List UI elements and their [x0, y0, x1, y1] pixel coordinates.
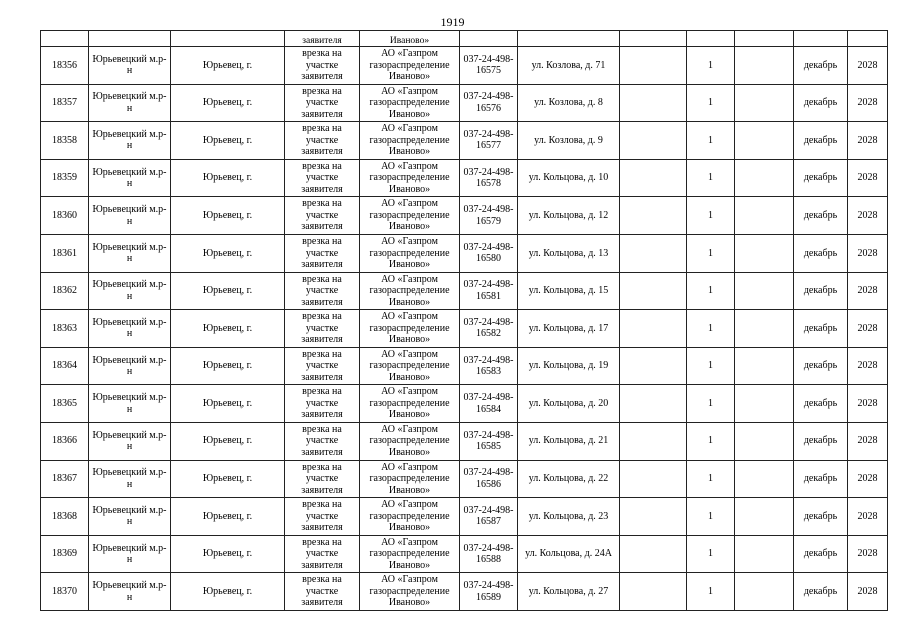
address-cell: ул. Кольцова, д. 22: [518, 460, 620, 498]
code-cell: 037-24-498-16582: [460, 310, 518, 348]
table-row: [41, 197, 888, 235]
quantity-cell: 1: [687, 535, 735, 573]
month-cell: декабрь: [794, 422, 848, 460]
address-cell: ул. Кольцова, д. 21: [518, 422, 620, 460]
month-cell: декабрь: [794, 535, 848, 573]
operator-cell: АО «Газпром газораспределение Иваново»: [360, 347, 460, 385]
method-cell: врезка на участке заявителя: [285, 234, 360, 272]
district-cell: Юрьевецкий м.р-н: [89, 573, 171, 611]
operator-cell: АО «Газпром газораспределение Иваново»: [360, 84, 460, 122]
page-number: 1919: [440, 15, 465, 29]
district-cell: Юрьевецкий м.р-н: [89, 310, 171, 348]
operator-cell: АО «Газпром газораспределение Иваново»: [360, 310, 460, 348]
table-row: [41, 122, 888, 160]
empty-cell: [735, 159, 794, 197]
city-cell: Юрьевец, г.: [171, 385, 285, 423]
method-cell: врезка на участке заявителя: [285, 460, 360, 498]
id-cell: 18359: [41, 159, 89, 197]
method-cell: врезка на участке заявителя: [285, 197, 360, 235]
id-cell: 18365: [41, 385, 89, 423]
address-cell: ул. Кольцова, д. 17: [518, 310, 620, 348]
table-row: [41, 422, 888, 460]
empty-cell: [620, 159, 687, 197]
city-cell: Юрьевец, г.: [171, 272, 285, 310]
quantity-cell: 1: [687, 122, 735, 160]
table-row: [41, 385, 888, 423]
code-cell: 037-24-498-16577: [460, 122, 518, 160]
year-cell: 2028: [848, 159, 888, 197]
address-cell: ул. Кольцова, д. 27: [518, 573, 620, 611]
empty-cell: [620, 234, 687, 272]
empty-cell: [735, 460, 794, 498]
empty-cell: [620, 535, 687, 573]
month-cell: декабрь: [794, 47, 848, 85]
empty-cell: [620, 47, 687, 85]
id-cell: 18366: [41, 422, 89, 460]
code-cell: 037-24-498-16580: [460, 234, 518, 272]
method-cell: врезка на участке заявителя: [285, 47, 360, 85]
district-cell: Юрьевецкий м.р-н: [89, 159, 171, 197]
month-cell: декабрь: [794, 347, 848, 385]
operator-cell: АО «Газпром газораспределение Иваново»: [360, 422, 460, 460]
year-cell: 2028: [848, 197, 888, 235]
code-cell: 037-24-498-16578: [460, 159, 518, 197]
code-cell: 037-24-498-16581: [460, 272, 518, 310]
city-cell: Юрьевец, г.: [171, 234, 285, 272]
empty-cell: [620, 573, 687, 611]
id-cell: 18370: [41, 573, 89, 611]
empty-cell: [620, 422, 687, 460]
city-cell: Юрьевец, г.: [171, 159, 285, 197]
city-cell: Юрьевец, г.: [171, 573, 285, 611]
district-cell: Юрьевецкий м.р-н: [89, 272, 171, 310]
empty-cell: [620, 347, 687, 385]
empty-cell: [620, 272, 687, 310]
address-cell: ул. Козлова, д. 9: [518, 122, 620, 160]
empty-cell: [735, 84, 794, 122]
empty-cell: [735, 385, 794, 423]
id-cell: 18368: [41, 498, 89, 536]
table-row: [41, 460, 888, 498]
month-cell: декабрь: [794, 159, 848, 197]
method-cell: врезка на участке заявителя: [285, 385, 360, 423]
operator-cell: АО «Газпром газораспределение Иваново»: [360, 197, 460, 235]
table-row: [41, 234, 888, 272]
code-cell: 037-24-498-16586: [460, 460, 518, 498]
city-cell: Юрьевец, г.: [171, 47, 285, 85]
continued-row: [41, 31, 888, 47]
id-cell: 18356: [41, 47, 89, 85]
address-cell: ул. Кольцова, д. 15: [518, 272, 620, 310]
address-cell: ул. Кольцова, д. 20: [518, 385, 620, 423]
month-cell: декабрь: [794, 385, 848, 423]
id-cell: 18363: [41, 310, 89, 348]
empty-cell: [735, 122, 794, 160]
quantity-cell: 1: [687, 422, 735, 460]
table-row: [41, 535, 888, 573]
empty-cell: [735, 422, 794, 460]
id-cell: 18369: [41, 535, 89, 573]
operator-cell: АО «Газпром газораспределение Иваново»: [360, 47, 460, 85]
method-cell: врезка на участке заявителя: [285, 498, 360, 536]
year-cell: 2028: [848, 422, 888, 460]
table-row: [41, 347, 888, 385]
address-cell: ул. Кольцова, д. 12: [518, 197, 620, 235]
month-cell: декабрь: [794, 272, 848, 310]
district-cell: Юрьевецкий м.р-н: [89, 47, 171, 85]
district-cell: Юрьевецкий м.р-н: [89, 122, 171, 160]
year-cell: 2028: [848, 498, 888, 536]
year-cell: 2028: [848, 385, 888, 423]
quantity-cell: 1: [687, 197, 735, 235]
id-cell: 18362: [41, 272, 89, 310]
district-cell: Юрьевецкий м.р-н: [89, 460, 171, 498]
id-cell: 18358: [41, 122, 89, 160]
method-cell: врезка на участке заявителя: [285, 122, 360, 160]
address-cell: ул. Кольцова, д. 19: [518, 347, 620, 385]
district-cell: Юрьевецкий м.р-н: [89, 535, 171, 573]
address-cell: ул. Козлова, д. 8: [518, 84, 620, 122]
year-cell: 2028: [848, 347, 888, 385]
empty-cell: [620, 385, 687, 423]
month-cell: декабрь: [794, 234, 848, 272]
year-cell: 2028: [848, 310, 888, 348]
quantity-cell: 1: [687, 460, 735, 498]
empty-cell: [620, 197, 687, 235]
method-cell: врезка на участке заявителя: [285, 573, 360, 611]
method-cell: врезка на участке заявителя: [285, 159, 360, 197]
method-cell: врезка на участке заявителя: [285, 272, 360, 310]
empty-cell: [735, 197, 794, 235]
empty-cell: [620, 460, 687, 498]
table-row: [41, 47, 888, 85]
table-row: [41, 310, 888, 348]
city-cell: Юрьевец, г.: [171, 84, 285, 122]
operator-cell: Иваново»: [360, 31, 460, 47]
quantity-cell: 1: [687, 498, 735, 536]
id-cell: 18360: [41, 197, 89, 235]
address-cell: ул. Кольцова, д. 24А: [518, 535, 620, 573]
table-row: [41, 84, 888, 122]
quantity-cell: 1: [687, 573, 735, 611]
operator-cell: АО «Газпром газораспределение Иваново»: [360, 159, 460, 197]
quantity-cell: 1: [687, 385, 735, 423]
empty-cell: [735, 573, 794, 611]
city-cell: Юрьевец, г.: [171, 197, 285, 235]
quantity-cell: 1: [687, 272, 735, 310]
district-cell: Юрьевецкий м.р-н: [89, 84, 171, 122]
table-row: [41, 272, 888, 310]
month-cell: декабрь: [794, 122, 848, 160]
city-cell: Юрьевец, г.: [171, 535, 285, 573]
method-cell: врезка на участке заявителя: [285, 535, 360, 573]
table-row: [41, 573, 888, 611]
year-cell: 2028: [848, 122, 888, 160]
code-cell: 037-24-498-16576: [460, 84, 518, 122]
method-cell: врезка на участке заявителя: [285, 84, 360, 122]
method-cell: врезка на участке заявителя: [285, 310, 360, 348]
empty-cell: [620, 310, 687, 348]
operator-cell: АО «Газпром газораспределение Иваново»: [360, 573, 460, 611]
empty-cell: [735, 47, 794, 85]
city-cell: Юрьевец, г.: [171, 122, 285, 160]
address-cell: ул. Козлова, д. 71: [518, 47, 620, 85]
city-cell: Юрьевец, г.: [171, 498, 285, 536]
empty-cell: [735, 234, 794, 272]
year-cell: 2028: [848, 272, 888, 310]
year-cell: 2028: [848, 535, 888, 573]
year-cell: 2028: [848, 573, 888, 611]
month-cell: декабрь: [794, 460, 848, 498]
table-row: [41, 498, 888, 536]
district-cell: Юрьевецкий м.р-н: [89, 234, 171, 272]
empty-cell: [735, 498, 794, 536]
district-cell: Юрьевецкий м.р-н: [89, 422, 171, 460]
year-cell: 2028: [848, 47, 888, 85]
register-body: [41, 31, 888, 611]
empty-cell: [620, 84, 687, 122]
register-table: [40, 30, 888, 611]
code-cell: 037-24-498-16589: [460, 573, 518, 611]
district-cell: Юрьевецкий м.р-н: [89, 498, 171, 536]
code-cell: 037-24-498-16584: [460, 385, 518, 423]
city-cell: Юрьевец, г.: [171, 310, 285, 348]
city-cell: Юрьевец, г.: [171, 460, 285, 498]
address-cell: ул. Кольцова, д. 10: [518, 159, 620, 197]
month-cell: декабрь: [794, 498, 848, 536]
district-cell: Юрьевецкий м.р-н: [89, 385, 171, 423]
empty-cell: [735, 272, 794, 310]
empty-cell: [735, 535, 794, 573]
operator-cell: АО «Газпром газораспределение Иваново»: [360, 535, 460, 573]
code-cell: 037-24-498-16579: [460, 197, 518, 235]
method-cell: заявителя: [285, 31, 360, 47]
code-cell: 037-24-498-16588: [460, 535, 518, 573]
quantity-cell: 1: [687, 347, 735, 385]
quantity-cell: 1: [687, 234, 735, 272]
quantity-cell: 1: [687, 310, 735, 348]
id-cell: 18361: [41, 234, 89, 272]
operator-cell: АО «Газпром газораспределение Иваново»: [360, 385, 460, 423]
month-cell: декабрь: [794, 84, 848, 122]
empty-cell: [735, 347, 794, 385]
table-row: [41, 159, 888, 197]
quantity-cell: 1: [687, 84, 735, 122]
district-cell: Юрьевецкий м.р-н: [89, 197, 171, 235]
year-cell: 2028: [848, 84, 888, 122]
empty-cell: [620, 498, 687, 536]
district-cell: Юрьевецкий м.р-н: [89, 347, 171, 385]
month-cell: декабрь: [794, 573, 848, 611]
year-cell: 2028: [848, 460, 888, 498]
code-cell: 037-24-498-16585: [460, 422, 518, 460]
quantity-cell: 1: [687, 159, 735, 197]
city-cell: Юрьевец, г.: [171, 422, 285, 460]
code-cell: 037-24-498-16583: [460, 347, 518, 385]
operator-cell: АО «Газпром газораспределение Иваново»: [360, 272, 460, 310]
month-cell: декабрь: [794, 310, 848, 348]
method-cell: врезка на участке заявителя: [285, 347, 360, 385]
quantity-cell: 1: [687, 47, 735, 85]
operator-cell: АО «Газпром газораспределение Иваново»: [360, 498, 460, 536]
method-cell: врезка на участке заявителя: [285, 422, 360, 460]
month-cell: декабрь: [794, 197, 848, 235]
operator-cell: АО «Газпром газораспределение Иваново»: [360, 122, 460, 160]
code-cell: 037-24-498-16587: [460, 498, 518, 536]
id-cell: 18364: [41, 347, 89, 385]
operator-cell: АО «Газпром газораспределение Иваново»: [360, 460, 460, 498]
operator-cell: АО «Газпром газораспределение Иваново»: [360, 234, 460, 272]
year-cell: 2028: [848, 234, 888, 272]
address-cell: ул. Кольцова, д. 23: [518, 498, 620, 536]
code-cell: 037-24-498-16575: [460, 47, 518, 85]
empty-cell: [620, 122, 687, 160]
id-cell: 18367: [41, 460, 89, 498]
empty-cell: [735, 310, 794, 348]
address-cell: ул. Кольцова, д. 13: [518, 234, 620, 272]
city-cell: Юрьевец, г.: [171, 347, 285, 385]
id-cell: 18357: [41, 84, 89, 122]
